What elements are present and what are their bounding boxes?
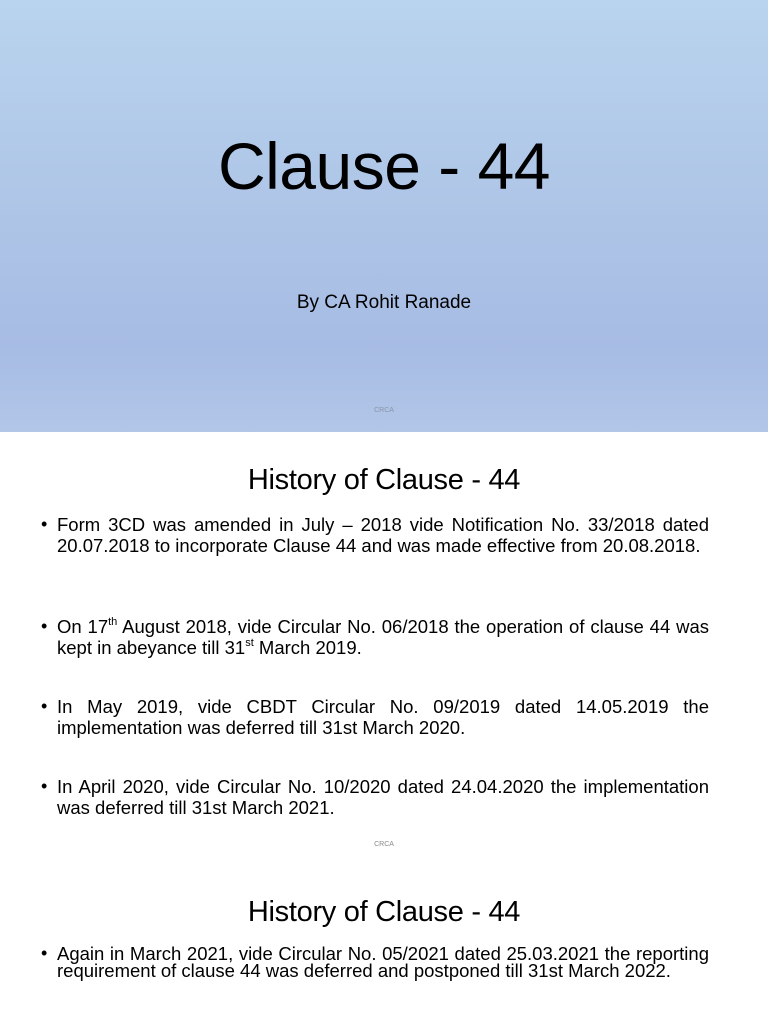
bullet-item: [41, 776, 709, 818]
ordinal-suffix: st: [245, 637, 254, 649]
bullet-text: In April 2020, vide Circular No. 10/2020 dated 24.04.2020 the implementation was deferred till 31st March 2021.: [57, 776, 709, 818]
bullet-item: [41, 696, 709, 738]
slide-heading: History of Clause - 44: [247, 896, 521, 928]
bullet-text-part: On 17: [57, 616, 109, 637]
bullet-text: Form 3CD was amended in July – 2018 vide Notification No. 33/2018 dated 20.07.2018 to incorporate Clause 44 and was made effective from 20.08.2018.: [57, 514, 709, 556]
slide-footer: CRCA: [374, 407, 394, 414]
bullet-item: [41, 514, 709, 556]
bullet-text: Again in March 2021, vide Circular No. 05/2021 dated 25.03.2021 the reporting requirement of clause 44 was deferred and postponed till 31st March 2022.: [57, 943, 709, 981]
slide-heading: History of Clause - 44: [247, 464, 521, 496]
bullet-icon: •: [41, 616, 48, 636]
history-slide-1: [0, 432, 768, 864]
title-slide: [0, 0, 768, 432]
bullet-text-part: March 2019.: [253, 637, 362, 658]
bullet-text: In May 2019, vide CBDT Circular No. 09/2019 dated 14.05.2019 the implementation was deferred till 31st March 2020.: [57, 696, 709, 738]
bullet-icon: •: [41, 514, 48, 534]
bullet-item: [41, 616, 710, 658]
bullet-icon: •: [41, 696, 48, 716]
bullet-icon: •: [41, 776, 48, 796]
history-slide-2: [0, 864, 768, 1024]
bullet-icon: •: [41, 943, 48, 963]
bullet-text-part: August 2018, vide Circular No. 06/2018 the operation of clause 44 was kept in abeyance till 31: [57, 616, 710, 658]
slide-title: Clause - 44: [217, 129, 550, 203]
ordinal-suffix: th: [108, 616, 118, 628]
slide-subtitle: By CA Rohit Ranade: [296, 292, 472, 313]
bullet-item: [41, 943, 709, 981]
slide-footer: CRCA: [374, 841, 394, 848]
